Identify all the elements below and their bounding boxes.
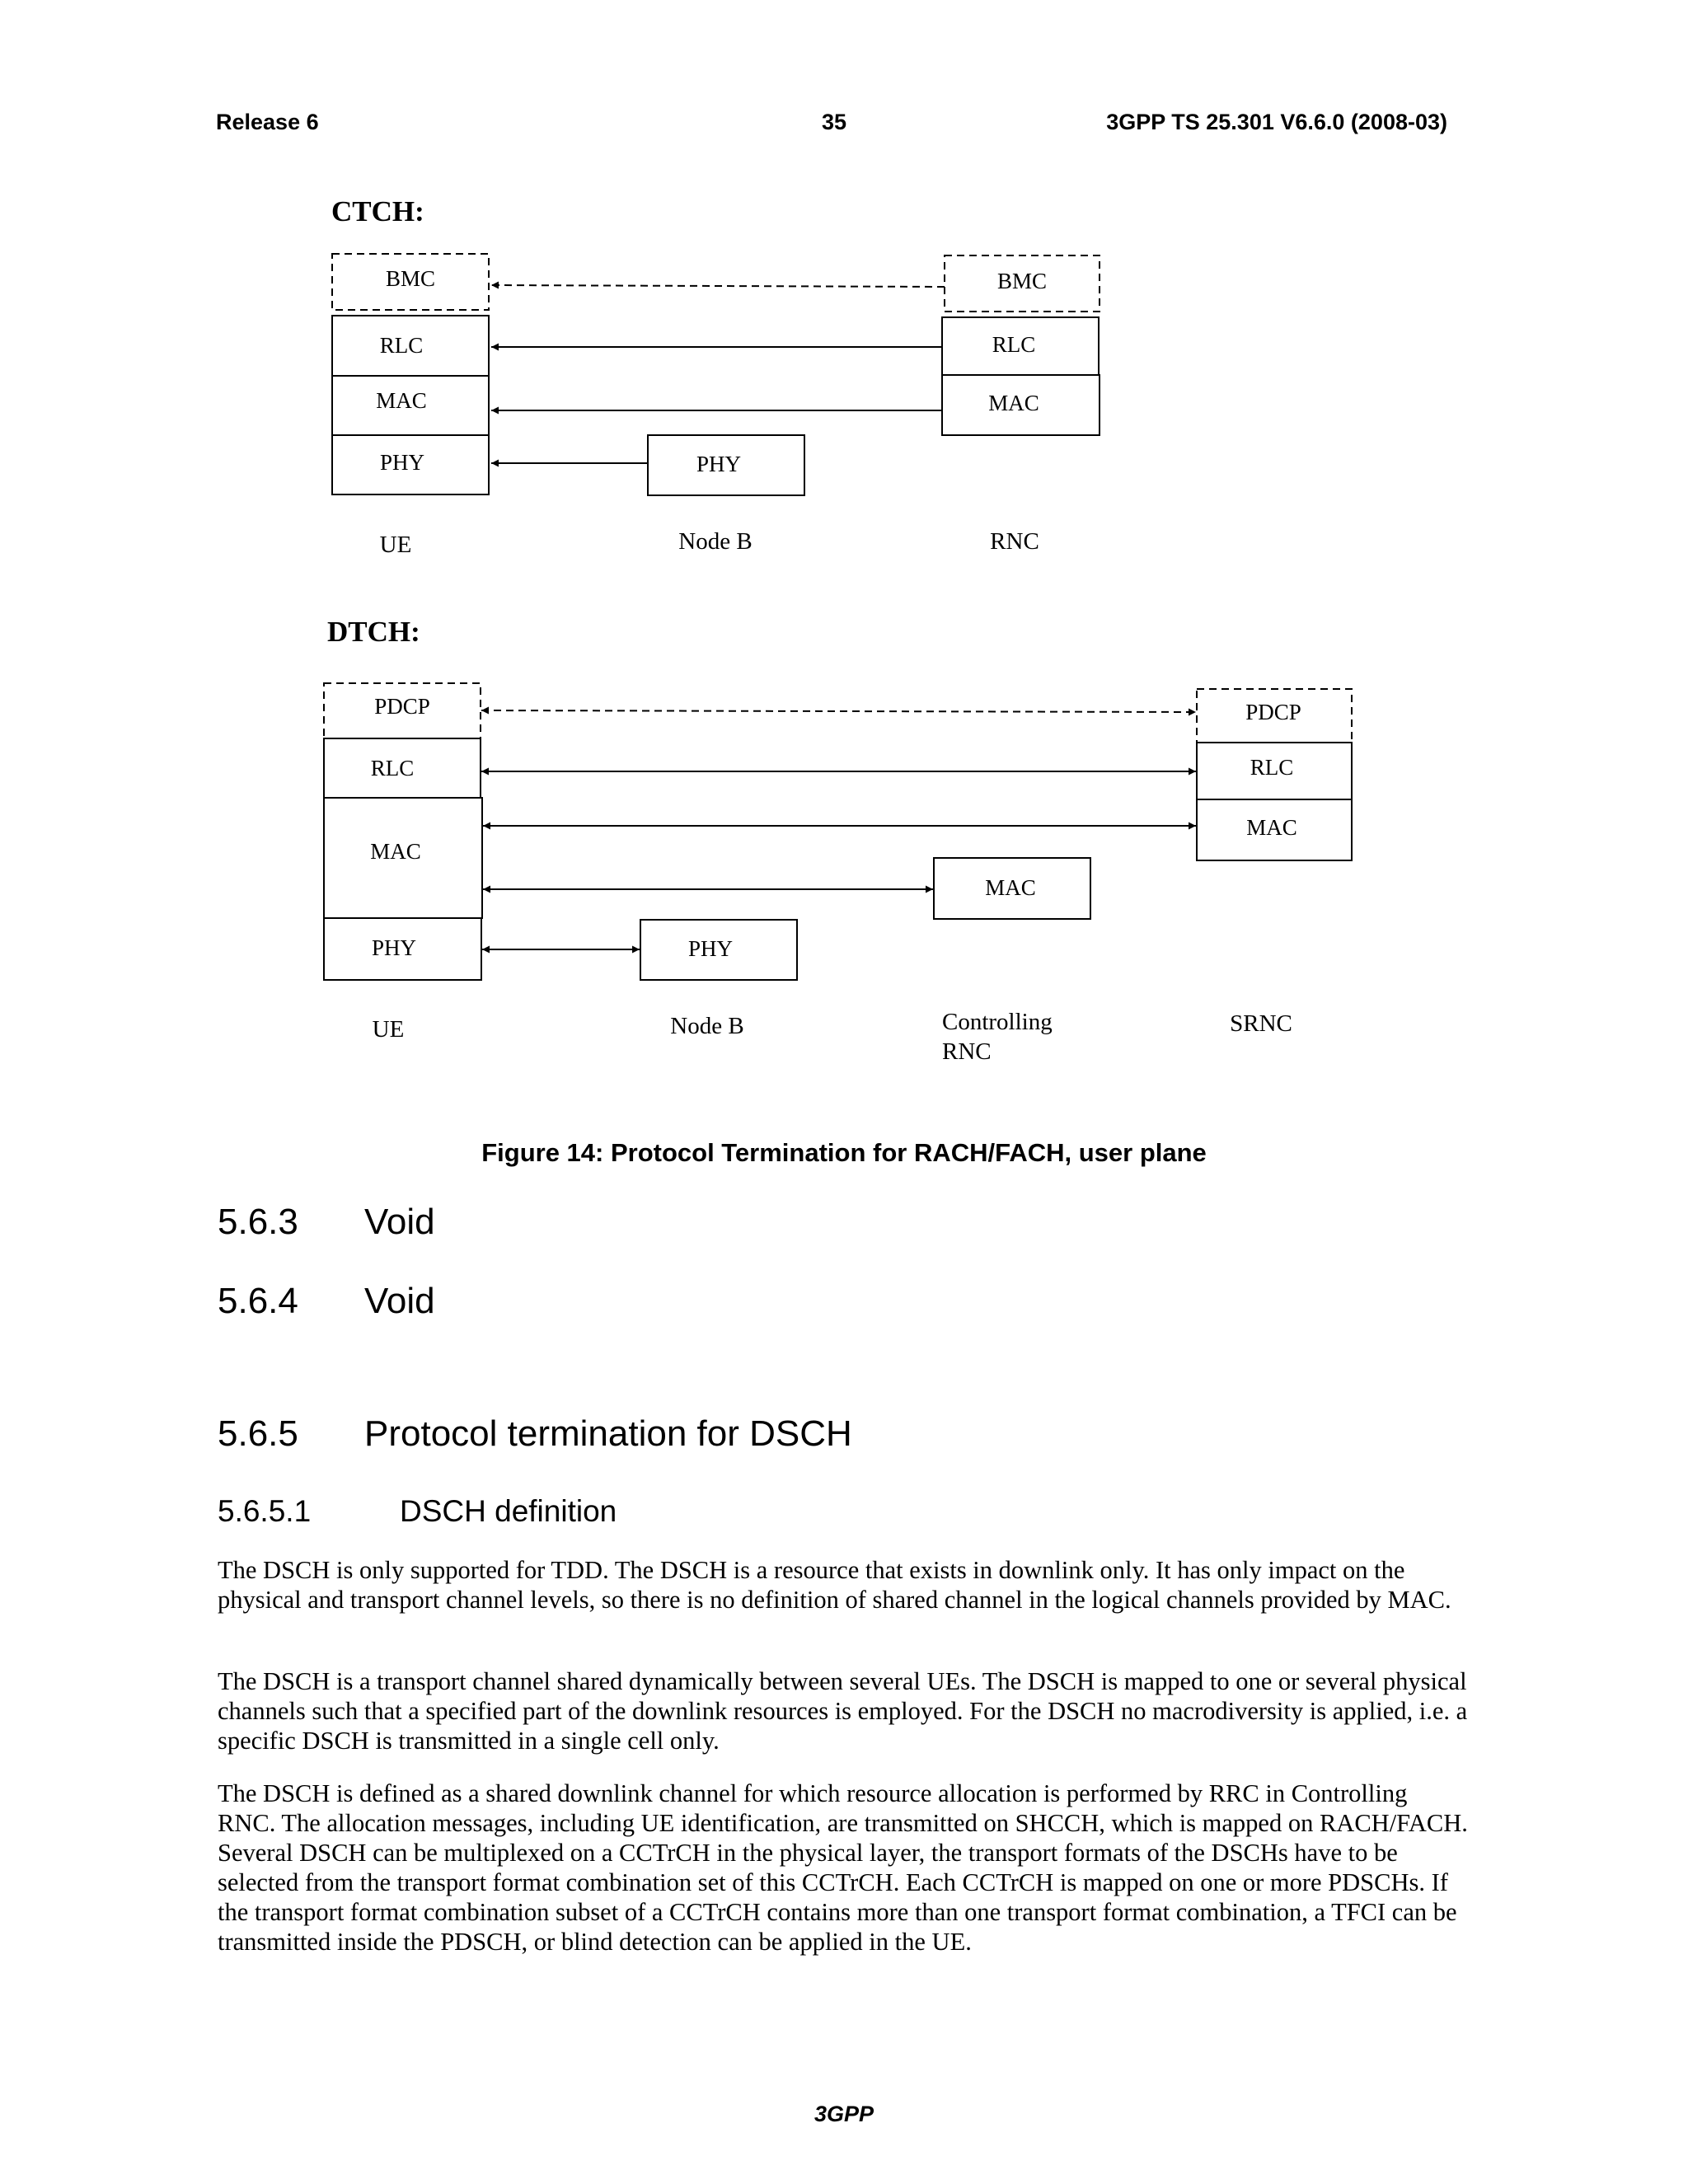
subsection-number: 5.6.5.1 xyxy=(218,1494,312,1528)
ctch-rnc-label: RNC xyxy=(990,528,1039,555)
ctch-nodeb-label: Node B xyxy=(678,528,753,555)
dtch-ue-pdcp-label: PDCP xyxy=(374,694,430,719)
dtch-srnc-label: SRNC xyxy=(1230,1010,1292,1037)
dtch-crnc-label-line2: RNC xyxy=(942,1038,992,1065)
dtch-crnc-mac-label: MAC xyxy=(985,875,1036,900)
section-number: 5.6.4 xyxy=(218,1281,298,1321)
ctch-ue-phy-label: PHY xyxy=(379,450,425,475)
section-heading-5-6-5 xyxy=(218,1413,852,1455)
dtch-title: DTCH: xyxy=(327,616,420,648)
dtch-nodeb-label: Node B xyxy=(670,1013,744,1039)
ctch-ue-mac-label: MAC xyxy=(376,388,427,413)
section-number: 5.6.3 xyxy=(218,1202,298,1242)
paragraph-2: The DSCH is a transport channel shared dynamically between several UEs. The DSCH is mapped to one or several physical channels such that a specified part of the downlink resources is employed. For the DSCH no macrodiversity is applied, i.e. a specific DSCH is transmitted in a single cell only. xyxy=(218,1667,1468,1755)
dtch-pdcp-peer-arrow xyxy=(481,710,1196,712)
ctch-ue-bmc-label: BMC xyxy=(385,266,436,291)
paragraph-3: The DSCH is defined as a shared downlink channel for which resource allocation is performed by RRC in Controlling RNC. The allocation messages, including UE identification, are transmitted on SHCCH, which is mapped on RACH/FACH. Several DSCH can be multiplexed on a CCTrCH in the physical layer, the transport formats of the DSCHs have to be selected from the transport format combination set of this CCTrCH. Each CCTrCH is mapped on one or more PDSCHs. If the transport format combination subset of a CCTrCH contains more than one transport format combination, a TFCI can be transmitted inside the PDSCH, or blind detection can be applied in the UE. xyxy=(218,1779,1468,1956)
dtch-crnc-label-line1: Controlling xyxy=(942,1009,1053,1035)
section-number: 5.6.5 xyxy=(218,1413,298,1454)
ctch-ue-label: UE xyxy=(379,532,412,558)
ctch-rnc-mac-label: MAC xyxy=(988,391,1039,415)
header-page-number: 35 xyxy=(821,110,847,134)
ctch-bmc-peer-arrow xyxy=(491,285,945,287)
ctch-ue-rlc-label: RLC xyxy=(379,333,424,358)
ctch-rnc-rlc-label: RLC xyxy=(992,332,1036,357)
subsection-title: DSCH definition xyxy=(400,1494,617,1528)
paragraph-1: The DSCH is only supported for TDD. The DSCH is a resource that exists in downlink only. It has only impact on the physical and transport channel levels, so there is no definition of shared channel in the logical channels provided by MAC. xyxy=(218,1556,1451,1614)
section-title: Void xyxy=(364,1281,435,1321)
header-release: Release 6 xyxy=(216,110,319,134)
ctch-nodeb-phy-label: PHY xyxy=(696,452,742,476)
subsection-heading-5-6-5-1 xyxy=(218,1494,617,1529)
header-spec: 3GPP TS 25.301 V6.6.0 (2008-03) xyxy=(1106,110,1447,134)
section-heading-5-6-3 xyxy=(218,1202,435,1243)
dtch-srnc-pdcp-label: PDCP xyxy=(1245,700,1301,724)
section-title: Protocol termination for DSCH xyxy=(364,1413,852,1454)
footer-3gpp: 3GPP xyxy=(814,2102,874,2126)
section-heading-5-6-4 xyxy=(218,1281,435,1322)
dtch-nodeb-phy-label: PHY xyxy=(687,936,734,961)
dtch-ue-mac-label: MAC xyxy=(370,839,421,864)
dtch-srnc-mac-label: MAC xyxy=(1246,815,1297,840)
section-title: Void xyxy=(364,1202,435,1242)
ctch-title: CTCH: xyxy=(331,195,424,227)
figure-caption: Figure 14: Protocol Termination for RACH/FACH, user plane xyxy=(481,1138,1207,1167)
ctch-rnc-bmc-label: BMC xyxy=(996,269,1048,293)
dtch-srnc-rlc-label: RLC xyxy=(1250,755,1294,780)
dtch-ue-label: UE xyxy=(372,1016,405,1043)
dtch-ue-phy-label: PHY xyxy=(371,935,417,960)
dtch-ue-rlc-label: RLC xyxy=(370,756,415,780)
